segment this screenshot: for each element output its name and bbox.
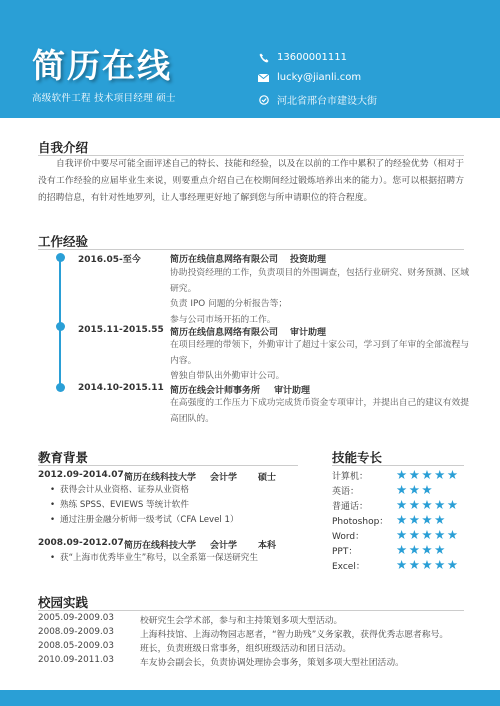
campus-date: 2005.09-2009.03: [38, 613, 114, 623]
job-date: 2016.05-至今: [78, 255, 141, 265]
contact-email: [258, 72, 361, 83]
campus-item: [38, 627, 468, 641]
section-title-skills: 技能专长: [332, 450, 383, 465]
job-role: 投资助理: [290, 255, 327, 265]
skill-label: 英语：: [332, 487, 360, 497]
footer-bar: [0, 690, 500, 706]
campus-date: 2010.09-2011.03: [38, 655, 114, 665]
job-company: 简历在线会计师事务所: [170, 386, 261, 396]
job-description: [170, 338, 470, 385]
skill-label: 计算机：: [332, 472, 369, 482]
star-rating-icon: ★★★: [396, 482, 435, 497]
edu-major: 会计学: [210, 541, 238, 551]
campus-item: [38, 613, 468, 627]
star-rating-icon: ★★★★: [396, 512, 447, 527]
skill-label: PPT：: [332, 547, 358, 557]
skill-row: [332, 484, 472, 498]
job-role: 审计助理: [290, 328, 327, 338]
skill-label: 普通话：: [332, 502, 369, 512]
location-icon: [258, 94, 269, 105]
candidate-name: 简历在线: [32, 46, 172, 85]
job-desc-line: 在高强度的工作压力下成功完成货币资金专项审计，并提出自己的建议有效提高团队的。: [170, 398, 470, 424]
job-company: 简历在线信息网络有限公司: [170, 255, 279, 265]
section-title-work: 工作经验: [38, 234, 89, 249]
header-banner: [0, 0, 500, 118]
edu-bullet-list: [50, 483, 239, 528]
job-date: 2014.10-2015.11: [78, 383, 164, 393]
job-desc-line: 协助投资经理的工作，负责项目的外围调查，包括行业研究、财务预测、区域研究。: [170, 268, 470, 294]
candidate-subtitle: 高级软件工程 技术项目经理 硕士: [32, 93, 176, 104]
edu-school: 简历在线科技大学: [124, 541, 197, 551]
skill-label: Word：: [332, 532, 365, 542]
campus-date: 2008.09-2009.03: [38, 627, 114, 637]
skill-row: [332, 514, 472, 528]
campus-text: 校研究生会学术部，参与和主持策划多项大型活动。: [140, 616, 343, 626]
campus-text: 上海科技馆、上海动物园志愿者，“智力助残”义务家教，获得优秀志愿者称号。: [140, 630, 449, 640]
job-description: [170, 266, 470, 328]
edu-major: 会计学: [210, 473, 238, 483]
skill-row: [332, 544, 472, 558]
contact-address: [258, 92, 377, 107]
star-rating-icon: ★★★★★: [396, 557, 460, 572]
edu-entry-header: [38, 538, 298, 550]
divider: [38, 465, 298, 466]
campus-date: 2008.05-2009.03: [38, 641, 114, 651]
mail-icon: [258, 72, 269, 83]
job-desc-line: 在项目经理的带领下，外勤审计了超过十家公司，学习到了年审的全部流程与内容。: [170, 340, 470, 366]
skill-label: Photoshop：: [332, 517, 389, 527]
star-rating-icon: ★★★★: [396, 542, 447, 557]
star-rating-icon: ★★★★★: [396, 497, 460, 512]
divider: [38, 610, 464, 611]
list-item: • 熟练 SPSS、EVIEWS 等统计软件: [50, 498, 239, 513]
divider: [332, 465, 464, 466]
campus-text: 班长，负责班级日常事务，组织班级活动和团日活动。: [140, 644, 352, 654]
skill-label: Excel：: [332, 562, 365, 572]
job-desc-line: 曾独自带队出外勤审计公司。: [170, 371, 285, 381]
star-rating-icon: ★★★★★: [396, 527, 460, 542]
timeline-dot: [56, 253, 65, 262]
divider: [38, 249, 464, 250]
intro-text: 自我评价中要尽可能全面评述自己的特长、技能和经验，以及在以前的工作中累积了的经验优势（相对于没有工作经验的应届毕业生来说，则要重点介绍自己在校期间经过锻炼培养出来的能力）。您可以根据招聘方的招聘信息，有针对性地罗列，让人事经理更好地了解到您与所申请职位的符合程度。: [38, 159, 464, 203]
job-date: 2015.11-2015.55: [78, 325, 164, 335]
edu-entry-header: [38, 470, 298, 482]
edu-date: 2008.09-2012.07: [38, 538, 124, 548]
job-company: 简历在线信息网络有限公司: [170, 328, 279, 338]
edu-degree: 硕士: [258, 473, 277, 483]
timeline-dot: [56, 322, 65, 331]
edu-school: 简历在线科技大学: [124, 473, 197, 483]
phone-text: 13600001111: [277, 52, 347, 63]
skill-row: [332, 559, 472, 573]
skill-row: [332, 469, 472, 483]
campus-text: 车友协会副会长，负责协调处理协会事务，策划多项大型社团活动。: [140, 658, 404, 668]
job-role: 审计助理: [274, 386, 311, 396]
list-item: • 获“上海市优秀毕业生”称号，以全系第一保送研究生: [50, 551, 258, 566]
campus-item: [38, 655, 468, 669]
campus-item: [38, 641, 468, 655]
skill-row: [332, 529, 472, 543]
email-text: lucky@jianli.com: [277, 72, 362, 83]
edu-bullet-list: [50, 551, 258, 566]
section-title-campus: 校园实践: [38, 595, 89, 610]
section-title-intro: 自我介绍: [38, 140, 89, 155]
contact-phone: [258, 52, 347, 63]
job-desc-line: 负责 IPO 问题的分析报告等；: [170, 299, 288, 309]
section-title-education: 教育背景: [38, 450, 89, 465]
skill-row: [332, 499, 472, 513]
list-item: • 获得会计从业资格、证券从业资格: [50, 483, 239, 498]
star-rating-icon: ★★★★★: [396, 467, 460, 482]
job-desc-line: 参与公司市场开拓的工作。: [170, 314, 276, 325]
job-description: [170, 396, 470, 427]
address-text: 河北省邢台市建设大街: [277, 96, 377, 107]
timeline-dot: [56, 383, 65, 392]
edu-date: 2012.09-2014.07: [38, 470, 124, 480]
list-item: • 通过注册金融分析师一级考试（CFA Level 1）: [50, 513, 239, 528]
phone-icon: [258, 52, 269, 63]
edu-degree: 本科: [258, 541, 277, 551]
